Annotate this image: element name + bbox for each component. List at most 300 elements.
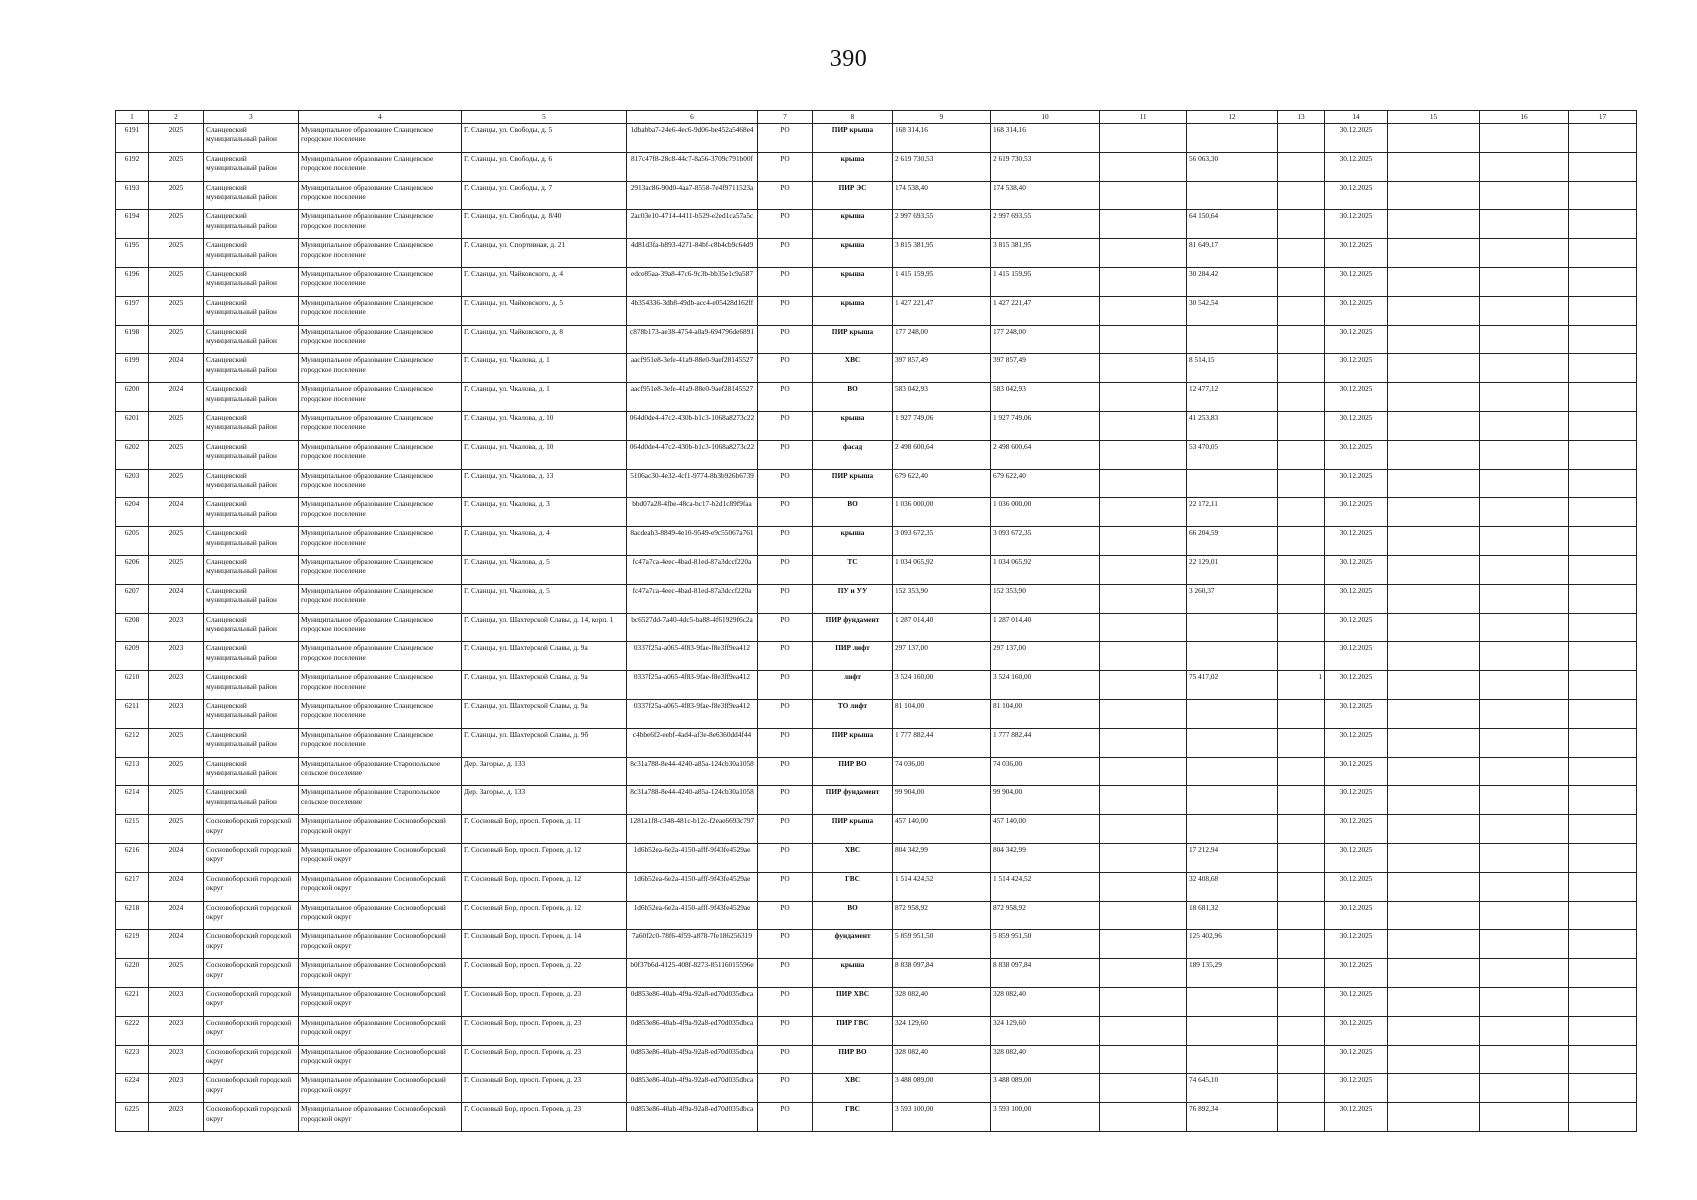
row-cost-total: 2 997 693,55 [991,210,1100,239]
row-address: Г. Сланцы, ул. Чайковского, д. 4 [462,267,627,296]
table-row [116,930,1637,959]
table-row [116,152,1637,181]
row-municipality: Муниципальное образование Сосновоборский городской округ [299,1074,462,1103]
row-col-17 [1569,1103,1637,1132]
column-header-12: 12 [1187,111,1278,124]
row-col-12: 32 408,68 [1187,872,1278,901]
row-col-15 [1388,815,1480,844]
row-col-16 [1480,815,1569,844]
row-cost-total: 177 248,00 [991,325,1100,354]
row-year: 2025 [149,527,204,556]
row-deadline: 30.12.2025 [1325,1045,1388,1074]
row-id: 6201 [116,411,149,440]
row-guid: c4bbe6f2-eebf-4ad4-af3e-8e6360dd4f44 [627,728,758,757]
row-id: 6199 [116,354,149,383]
row-col-15 [1388,354,1480,383]
row-col-12: 30 284,42 [1187,267,1278,296]
row-address: Г. Сосновый Бор, просп. Героев, д. 22 [462,959,627,988]
row-col-16 [1480,757,1569,786]
row-col-15 [1388,152,1480,181]
row-work-type: ТС [813,555,893,584]
row-work-type: ПИР крыша [813,124,893,153]
row-cost: 2 498 600,64 [893,440,991,469]
row-id: 6215 [116,815,149,844]
row-year: 2024 [149,843,204,872]
row-col-12 [1187,181,1278,210]
row-municipality: Муниципальное образование Сланцевское городское поселение [299,296,462,325]
row-program: РО [758,699,813,728]
row-col-16 [1480,267,1569,296]
row-col-17 [1569,584,1637,613]
row-municipality: Муниципальное образование Сланцевское городское поселение [299,124,462,153]
row-col-12: 64 150,64 [1187,210,1278,239]
row-col-17 [1569,498,1637,527]
row-municipality: Муниципальное образование Сланцевское городское поселение [299,239,462,268]
row-work-type: ПИР ЭС [813,181,893,210]
row-cost-total: 1 777 882,44 [991,728,1100,757]
row-cost: 1 927 749,06 [893,411,991,440]
row-col-11 [1100,987,1187,1016]
row-col-12 [1187,757,1278,786]
row-municipality: Муниципальное образование Сосновоборский городской округ [299,1016,462,1045]
row-year: 2025 [149,325,204,354]
row-deadline: 30.12.2025 [1325,354,1388,383]
row-cost: 1 036 000,00 [893,498,991,527]
row-address: Г. Сланцы, ул. Свободы, д. 7 [462,181,627,210]
row-program: РО [758,469,813,498]
row-col-15 [1388,440,1480,469]
row-guid: 817c47f8-28c8-44c7-8a56-3709c791b00f [627,152,758,181]
row-deadline: 30.12.2025 [1325,786,1388,815]
row-cost-total: 1 927 749,06 [991,411,1100,440]
row-col-12 [1187,1016,1278,1045]
column-header-1: 1 [116,111,149,124]
row-work-type: крыша [813,411,893,440]
row-col-13 [1278,527,1325,556]
row-deadline: 30.12.2025 [1325,325,1388,354]
row-guid: 1d6b52ea-6e2a-4150-afff-9f43fe4529ae [627,843,758,872]
row-year: 2025 [149,296,204,325]
row-cost: 1 034 065,92 [893,555,991,584]
row-col-13 [1278,181,1325,210]
row-cost: 3 524 160,00 [893,671,991,700]
row-deadline: 30.12.2025 [1325,411,1388,440]
row-program: РО [758,1103,813,1132]
row-col-16 [1480,872,1569,901]
table-row [116,325,1637,354]
row-district: Сланцевский муниципальный район [204,152,299,181]
row-guid: 0d853e86-40ab-4f9a-92a8-ed70d035dbca [627,1045,758,1074]
row-address: Г. Сланцы, ул. Чкалова, д. 4 [462,527,627,556]
table-row [116,613,1637,642]
row-col-13 [1278,210,1325,239]
row-municipality: Муниципальное образование Старопольское сельское поселение [299,786,462,815]
table-row [116,296,1637,325]
row-col-11 [1100,1016,1187,1045]
row-col-11 [1100,527,1187,556]
row-col-12: 76 892,34 [1187,1103,1278,1132]
row-work-type: ВО [813,901,893,930]
row-guid: aacf951e8-3efe-41a9-88e0-9aef28145527 [627,354,758,383]
row-col-16 [1480,786,1569,815]
row-col-15 [1388,124,1480,153]
row-col-15 [1388,699,1480,728]
row-cost-total: 2 619 730,53 [991,152,1100,181]
row-guid: 0337f25a-a065-4f83-9fae-f8e3ff9ea412 [627,699,758,728]
row-col-16 [1480,383,1569,412]
row-municipality: Муниципальное образование Сланцевское городское поселение [299,411,462,440]
row-district: Сланцевский муниципальный район [204,440,299,469]
row-col-15 [1388,959,1480,988]
row-year: 2024 [149,383,204,412]
row-col-12: 22 129,01 [1187,555,1278,584]
row-program: РО [758,757,813,786]
row-municipality: Муниципальное образование Сосновоборский городской округ [299,872,462,901]
row-col-17 [1569,383,1637,412]
row-col-12: 56 063,30 [1187,152,1278,181]
row-address: Г. Сосновый Бор, просп. Героев, д. 11 [462,815,627,844]
row-year: 2025 [149,124,204,153]
row-col-16 [1480,555,1569,584]
row-deadline: 30.12.2025 [1325,210,1388,239]
row-col-17 [1569,411,1637,440]
row-col-16 [1480,440,1569,469]
row-id: 6209 [116,642,149,671]
row-work-type: лифт [813,671,893,700]
row-cost-total: 397 857,49 [991,354,1100,383]
row-col-13 [1278,584,1325,613]
row-col-17 [1569,987,1637,1016]
row-col-16 [1480,181,1569,210]
row-col-13 [1278,239,1325,268]
row-cost: 5 859 951,50 [893,930,991,959]
row-program: РО [758,786,813,815]
row-cost: 74 036,00 [893,757,991,786]
row-address: Г. Сланцы, ул. Чкалова, д. 1 [462,354,627,383]
row-work-type: ПУ и УУ [813,584,893,613]
row-municipality: Муниципальное образование Старопольское сельское поселение [299,757,462,786]
row-guid: bbd07a28-4fbe-48ca-bc17-b2d1c89f9faa [627,498,758,527]
row-id: 6219 [116,930,149,959]
row-district: Сланцевский муниципальный район [204,239,299,268]
row-address: Г. Сланцы, ул. Чкалова, д. 13 [462,469,627,498]
row-year: 2023 [149,1074,204,1103]
row-col-13 [1278,786,1325,815]
row-cost-total: 328 082,40 [991,1045,1100,1074]
row-address: Г. Сланцы, ул. Свободы, д. 8/40 [462,210,627,239]
row-deadline: 30.12.2025 [1325,815,1388,844]
row-year: 2025 [149,786,204,815]
table-row [116,843,1637,872]
row-col-12: 18 681,32 [1187,901,1278,930]
row-id: 6194 [116,210,149,239]
row-col-16 [1480,296,1569,325]
row-year: 2025 [149,959,204,988]
row-cost: 3 093 672,35 [893,527,991,556]
row-program: РО [758,872,813,901]
row-work-type: фундамент [813,930,893,959]
row-program: РО [758,498,813,527]
row-col-15 [1388,527,1480,556]
row-district: Сосновоборский городской округ [204,1016,299,1045]
row-cost: 324 129,60 [893,1016,991,1045]
row-municipality: Муниципальное образование Сосновоборский городской округ [299,959,462,988]
row-col-17 [1569,267,1637,296]
row-cost-total: 81 104,00 [991,699,1100,728]
row-program: РО [758,930,813,959]
row-year: 2023 [149,1103,204,1132]
row-district: Сланцевский муниципальный район [204,296,299,325]
row-col-16 [1480,1045,1569,1074]
row-guid: 8c31a788-8e44-4240-a85a-124cb30a1058 [627,786,758,815]
row-col-11 [1100,239,1187,268]
row-municipality: Муниципальное образование Сланцевское городское поселение [299,267,462,296]
row-address: Г. Сланцы, ул. Шахтерской Славы, д. 14, корп. 1 [462,613,627,642]
column-header-17: 17 [1569,111,1637,124]
row-year: 2024 [149,498,204,527]
row-id: 6200 [116,383,149,412]
row-municipality: Муниципальное образование Сосновоборский городской округ [299,987,462,1016]
row-work-type: ПИР крыша [813,815,893,844]
column-header-10: 10 [991,111,1100,124]
row-municipality: Муниципальное образование Сосновоборский городской округ [299,1045,462,1074]
column-header-13: 13 [1278,111,1325,124]
row-municipality: Муниципальное образование Сланцевское городское поселение [299,613,462,642]
row-year: 2025 [149,815,204,844]
row-work-type: крыша [813,527,893,556]
row-id: 6196 [116,267,149,296]
row-work-type: фасад [813,440,893,469]
row-program: РО [758,613,813,642]
row-program: РО [758,843,813,872]
row-id: 6220 [116,959,149,988]
row-col-11 [1100,613,1187,642]
row-address: Дер. Загорье, д. 133 [462,786,627,815]
row-cost: 3 488 089,00 [893,1074,991,1103]
row-address: Г. Сосновый Бор, просп. Героев, д. 12 [462,872,627,901]
row-year: 2025 [149,181,204,210]
row-address: Г. Сланцы, ул. Шахтерской Славы, д. 9а [462,642,627,671]
row-district: Сланцевский муниципальный район [204,354,299,383]
row-guid: bc6527dd-7a40-4dc5-ba88-4f61929f6c2a [627,613,758,642]
row-col-17 [1569,1074,1637,1103]
row-col-15 [1388,210,1480,239]
row-id: 6204 [116,498,149,527]
row-col-16 [1480,671,1569,700]
row-col-16 [1480,930,1569,959]
row-col-17 [1569,613,1637,642]
row-col-15 [1388,786,1480,815]
row-cost-total: 3 815 381,95 [991,239,1100,268]
row-col-15 [1388,325,1480,354]
row-cost: 804 342,99 [893,843,991,872]
row-id: 6191 [116,124,149,153]
row-cost: 397 857,49 [893,354,991,383]
row-id: 6208 [116,613,149,642]
row-col-17 [1569,296,1637,325]
table-row [116,584,1637,613]
row-cost-total: 583 042,93 [991,383,1100,412]
row-district: Сланцевский муниципальный район [204,527,299,556]
registry-table [115,110,1637,1132]
row-district: Сланцевский муниципальный район [204,210,299,239]
row-col-13 [1278,296,1325,325]
row-deadline: 30.12.2025 [1325,613,1388,642]
row-col-17 [1569,699,1637,728]
row-col-13 [1278,124,1325,153]
row-id: 6206 [116,555,149,584]
row-guid: 0d853e86-40ab-4f9a-92a8-ed70d035dbca [627,1103,758,1132]
row-address: Г. Сланцы, ул. Чкалова, д. 5 [462,555,627,584]
row-district: Сосновоборский городской округ [204,930,299,959]
row-col-12 [1187,815,1278,844]
row-district: Сланцевский муниципальный район [204,411,299,440]
table-row [116,1074,1637,1103]
row-id: 6221 [116,987,149,1016]
row-deadline: 30.12.2025 [1325,498,1388,527]
row-col-11 [1100,1045,1187,1074]
column-header-9: 9 [893,111,991,124]
row-address: Г. Сосновый Бор, просп. Героев, д. 23 [462,1103,627,1132]
row-col-11 [1100,786,1187,815]
row-deadline: 30.12.2025 [1325,383,1388,412]
row-col-16 [1480,210,1569,239]
row-col-12: 3 260,37 [1187,584,1278,613]
row-district: Сланцевский муниципальный район [204,383,299,412]
row-deadline: 30.12.2025 [1325,642,1388,671]
table-row [116,383,1637,412]
row-work-type: ГВС [813,1103,893,1132]
row-cost: 457 140,00 [893,815,991,844]
row-col-16 [1480,584,1569,613]
row-col-11 [1100,383,1187,412]
column-header-8: 8 [813,111,893,124]
row-deadline: 30.12.2025 [1325,584,1388,613]
row-deadline: 30.12.2025 [1325,699,1388,728]
row-program: РО [758,959,813,988]
row-col-13 [1278,1103,1325,1132]
row-district: Сосновоборский городской округ [204,1103,299,1132]
row-municipality: Муниципальное образование Сланцевское городское поселение [299,527,462,556]
row-col-16 [1480,124,1569,153]
row-deadline: 30.12.2025 [1325,959,1388,988]
row-col-13 [1278,872,1325,901]
row-program: РО [758,383,813,412]
row-col-12: 8 514,15 [1187,354,1278,383]
row-col-11 [1100,584,1187,613]
row-col-12: 125 402,96 [1187,930,1278,959]
row-col-11 [1100,930,1187,959]
row-address: Г. Сосновый Бор, просп. Героев, д. 23 [462,1074,627,1103]
row-col-17 [1569,181,1637,210]
row-deadline: 30.12.2025 [1325,671,1388,700]
row-col-17 [1569,124,1637,153]
row-id: 6211 [116,699,149,728]
row-address: Г. Сланцы, ул. Чкалова, д. 1 [462,383,627,412]
table-row [116,642,1637,671]
row-col-17 [1569,930,1637,959]
row-guid: fc47a7ca-4eec-4bad-81ed-87a3dccf220a [627,555,758,584]
row-col-11 [1100,354,1187,383]
row-cost-total: 74 036,00 [991,757,1100,786]
row-col-12 [1187,325,1278,354]
row-col-16 [1480,239,1569,268]
row-col-13 [1278,267,1325,296]
row-col-13 [1278,325,1325,354]
row-program: РО [758,267,813,296]
row-guid: 0d853e86-40ab-4f9a-92a8-ed70d035dbca [627,1016,758,1045]
row-district: Сланцевский муниципальный район [204,498,299,527]
row-id: 6213 [116,757,149,786]
row-work-type: крыша [813,296,893,325]
row-col-11 [1100,555,1187,584]
row-cost-total: 152 353,90 [991,584,1100,613]
row-program: РО [758,1016,813,1045]
row-cost: 99 904,00 [893,786,991,815]
row-id: 6217 [116,872,149,901]
row-address: Г. Сланцы, ул. Свободы, д. 6 [462,152,627,181]
row-deadline: 30.12.2025 [1325,843,1388,872]
row-work-type: крыша [813,959,893,988]
row-district: Сланцевский муниципальный район [204,181,299,210]
row-id: 6192 [116,152,149,181]
column-header-15: 15 [1388,111,1480,124]
row-col-13 [1278,699,1325,728]
row-col-12 [1187,987,1278,1016]
row-district: Сланцевский муниципальный район [204,613,299,642]
row-guid: 0d853e86-40ab-4f9a-92a8-ed70d035dbca [627,987,758,1016]
row-address: Г. Сланцы, ул. Чайковского, д. 5 [462,296,627,325]
row-id: 6218 [116,901,149,930]
row-district: Сосновоборский городской округ [204,843,299,872]
row-address: Г. Сланцы, ул. Чкалова, д. 10 [462,411,627,440]
row-address: Г. Сосновый Бор, просп. Героев, д. 14 [462,930,627,959]
row-program: РО [758,152,813,181]
row-col-13: 1 [1278,671,1325,700]
row-deadline: 30.12.2025 [1325,296,1388,325]
row-year: 2023 [149,642,204,671]
row-col-16 [1480,901,1569,930]
row-cost: 81 104,00 [893,699,991,728]
row-col-17 [1569,959,1637,988]
row-col-11 [1100,1103,1187,1132]
row-col-15 [1388,1103,1480,1132]
row-municipality: Муниципальное образование Сланцевское городское поселение [299,440,462,469]
row-col-13 [1278,1074,1325,1103]
row-municipality: Муниципальное образование Сланцевское городское поселение [299,584,462,613]
row-guid: 8acdeab3-8849-4e10-9549-e9c55067a761 [627,527,758,556]
row-guid: 1dbabba7-24e6-4ec6-9d06-be452a5468e4 [627,124,758,153]
row-municipality: Муниципальное образование Сланцевское городское поселение [299,555,462,584]
row-deadline: 30.12.2025 [1325,124,1388,153]
row-deadline: 30.12.2025 [1325,152,1388,181]
row-work-type: ХВС [813,1074,893,1103]
row-municipality: Муниципальное образование Сланцевское городское поселение [299,469,462,498]
row-work-type: ХВС [813,354,893,383]
row-work-type: крыша [813,210,893,239]
table-row [116,786,1637,815]
row-col-16 [1480,152,1569,181]
row-municipality: Муниципальное образование Сланцевское городское поселение [299,728,462,757]
row-guid: 0d853e86-40ab-4f9a-92a8-ed70d035dbca [627,1074,758,1103]
row-address: Г. Сланцы, ул. Чкалова, д. 5 [462,584,627,613]
row-program: РО [758,671,813,700]
row-col-16 [1480,1103,1569,1132]
row-program: РО [758,1074,813,1103]
row-guid: 0337f25a-a065-4f83-9fae-f8e3ff9ea412 [627,642,758,671]
row-col-13 [1278,152,1325,181]
row-work-type: ПИР лифт [813,642,893,671]
